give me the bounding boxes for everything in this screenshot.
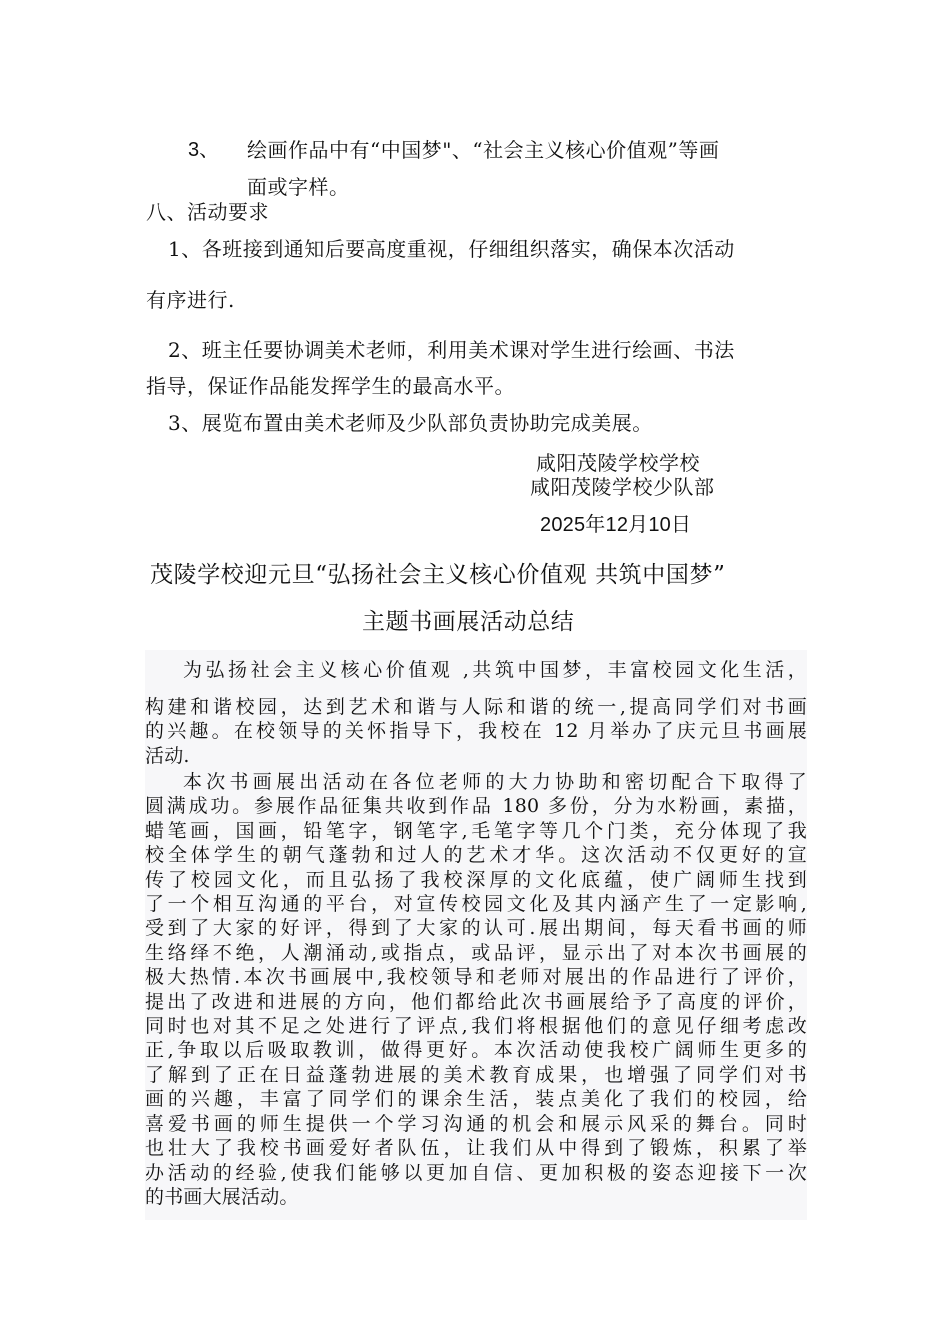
summary-p2-line: 本次书画展出活动在各位老师的大力协助和密切配合下取得了 — [183, 771, 807, 793]
summary-p2-line: 提出了改进和进展的方向，他们都给此次书画展给予了高度的评价， — [145, 990, 807, 1013]
summary-p2-line: 同时也对其不足之处进行了评点,我们将根据他们的意见仔细考虑改 — [145, 1015, 807, 1038]
requirement-2-line1: 2、班主任要协调美术老师，利用美术课对学生进行绘画、书法 — [168, 338, 735, 362]
summary-paragraph-2 — [145, 770, 807, 1209]
requirement-1-line1: 1、各班接到通知后要高度重视，仔细组织落实，确保本次活动 — [168, 237, 735, 261]
summary-p2-line: 了一个相互沟通的平台，对宣传校园文化及其内涵产生了一定影响, — [145, 893, 807, 916]
summary-p2-line: 了解到了正在日益蓬勃进展的美术教育成果，也增强了同学们对书 — [145, 1063, 807, 1086]
summary-p2-line: 的书画大展活动。 — [145, 1185, 299, 1208]
summary-p2-line: 办活动的经验,使我们能够以更加自信、更加积极的姿态迎接下一次 — [145, 1161, 807, 1184]
summary-p2-line: 受到了大家的好评，得到了大家的认可.展出期间，每天看书画的师 — [145, 917, 807, 940]
summary-p1-line: 活动. — [145, 744, 190, 767]
summary-title-line2: 主题书画展活动总结 — [362, 609, 575, 635]
summary-p1-line: 的兴趣。在校领导的关怀指导下，我校在 12 月举办了庆元旦书画展 — [145, 720, 807, 743]
section-heading: 八、活动要求 — [146, 200, 269, 224]
summary-p2-line: 极大热情.本次书画展中,我校领导和老师对展出的作品进行了评价， — [145, 966, 807, 989]
list-item-text-line2: 面或字样。 — [247, 175, 350, 199]
summary-p1-line: 构建和谐校园，达到艺术和谐与人际和谐的统一,提高同学们对书画 — [145, 696, 807, 718]
summary-p2-line: 正,争取以后吸取教训，做得更好。本次活动使我校广阔师生更多的 — [145, 1039, 807, 1062]
summary-p2-line: 也壮大了我校书画爱好者队伍，让我们从中得到了锻炼，积累了举 — [145, 1137, 807, 1160]
signature-org-2: 咸阳茂陵学校少队部 — [530, 475, 715, 499]
summary-p2-line: 生络绎不绝，人潮涌动,或指点，或品评，显示出了对本次书画展的 — [145, 941, 807, 964]
requirement-1-line2: 有序进行. — [146, 288, 235, 312]
requirement-2-line2: 指导，保证作品能发挥学生的最高水平。 — [146, 374, 515, 398]
summary-p2-line: 传了校园文化，而且弘扬了我校深厚的文化底蕴，使广阔师生找到 — [145, 868, 807, 891]
list-item-number: 3、 — [188, 139, 220, 161]
summary-p2-line: 校全体学生的朝气蓬勃和过人的艺术才华。这次活动不仅更好的宣 — [145, 844, 807, 867]
requirement-3: 3、展览布置由美术老师及少队部负责协助完成美展。 — [168, 411, 653, 435]
summary-paragraph-1 — [145, 657, 807, 768]
list-item-text-line1: 绘画作品中有“中国梦"、“社会主义核心价值观”等画 — [247, 138, 720, 162]
signature-org-1: 咸阳茂陵学校学校 — [536, 451, 700, 475]
summary-p2-line: 画的兴趣，丰富了同学们的课余生活，装点美化了我们的校园，给 — [145, 1088, 807, 1111]
summary-p1-line: 为弘扬社会主义核心价值观 ,共筑中国梦，丰富校园文化生活， — [183, 659, 807, 681]
summary-p2-line: 喜爱书画的师生提供一个学习沟通的机会和展示风采的舞台。同时 — [145, 1112, 807, 1135]
summary-title-line1: 茂陵学校迎元旦“弘扬社会主义核心价值观 共筑中国梦” — [150, 562, 726, 588]
signature-date: 2025年12月10日 — [540, 514, 692, 536]
summary-p2-line: 圆满成功。参展作品征集共收到作品 180 多份，分为水粉画，素描， — [145, 795, 807, 818]
summary-p2-line: 蜡笔画，国画，铅笔字，钢笔字,毛笔字等几个门类，充分体现了我 — [145, 819, 807, 842]
